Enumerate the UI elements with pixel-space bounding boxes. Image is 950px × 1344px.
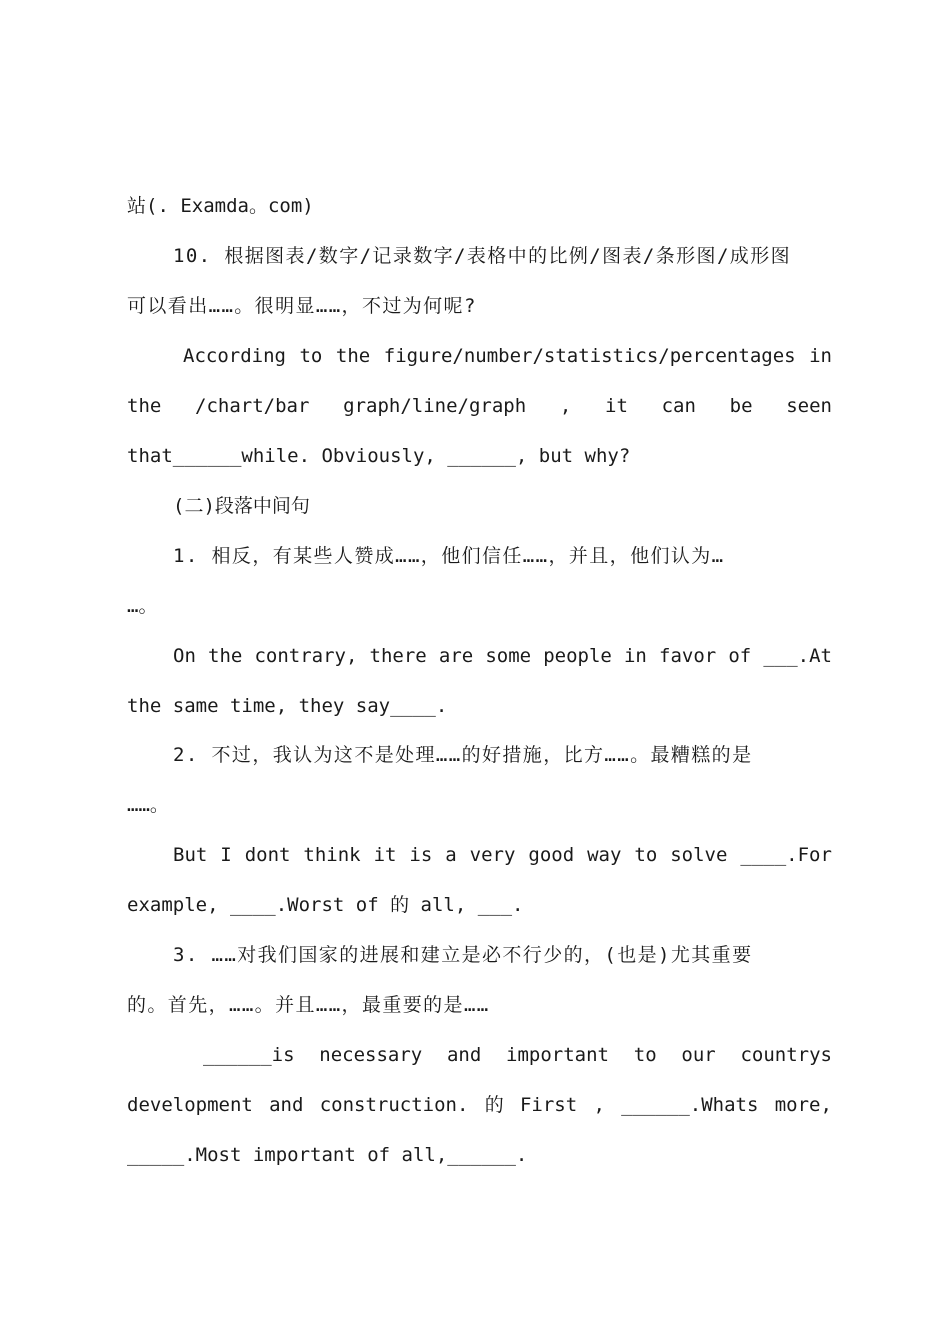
word: more,	[774, 1094, 832, 1116]
word: I	[220, 844, 232, 866]
word: to	[299, 345, 323, 367]
text-line: …。	[127, 595, 158, 617]
word: necessary	[319, 1044, 423, 1066]
justified-line	[183, 341, 832, 371]
word: dont	[244, 844, 291, 866]
word: figure/number/statistics/percentages	[383, 345, 796, 367]
word: in	[623, 645, 647, 667]
numbered-item-10: 10. 根据图表/数字/记录数字/表格中的比例/图表/条形图/成形图	[173, 245, 791, 267]
word: think	[303, 844, 361, 866]
text-line: that______while. Obviously, ______, but why?	[127, 445, 631, 467]
text-line: 的。首先，……。并且……，最重要的是……	[127, 994, 490, 1016]
section-heading: (二)段落中间句	[173, 495, 310, 517]
word: some	[485, 645, 532, 667]
word: to	[633, 1044, 657, 1066]
word: construction.	[319, 1094, 469, 1116]
word: be	[729, 395, 753, 417]
word: very	[469, 844, 516, 866]
numbered-item-3: 3. ……对我们国家的进展和建立是必不行少的，(也是)尤其重要	[173, 944, 753, 966]
word: But	[173, 844, 208, 866]
numbered-item-2: 2. 不过，我认为这不是处理……的好措施，比方……。最糟糕的是	[173, 744, 753, 766]
word: solve	[670, 844, 728, 866]
word: people	[543, 645, 612, 667]
word: According	[183, 345, 286, 367]
text-line: 可以看出……。很明显……，不过为何呢?	[127, 295, 477, 317]
word: a	[445, 844, 457, 866]
justified-line	[127, 1090, 832, 1120]
word: ______.Whats	[621, 1094, 759, 1116]
word: and	[269, 1094, 304, 1116]
word: graph/line/graph	[343, 395, 527, 417]
word: countrys	[740, 1044, 832, 1066]
word: 的	[484, 1094, 504, 1116]
word: /chart/bar	[195, 395, 310, 417]
word: can	[661, 395, 696, 417]
word: it	[605, 395, 628, 417]
word: ____.For	[740, 844, 832, 866]
word: good	[528, 844, 575, 866]
word: development	[127, 1094, 253, 1116]
word: On	[173, 645, 196, 667]
text-line: example, ____.Worst of 的 all, ___.	[127, 894, 524, 916]
word: favor	[659, 645, 717, 667]
word: it	[373, 844, 397, 866]
numbered-item-1: 1. 相反，有某些人赞成……，他们信任……，并且，他们认为…	[173, 545, 725, 567]
word: are	[438, 645, 474, 667]
text-line: _____.Most important of all,______.	[127, 1144, 528, 1166]
word: ______is	[203, 1044, 295, 1066]
word: to	[634, 844, 658, 866]
word: way	[587, 844, 622, 866]
text-line: ……。	[127, 794, 169, 816]
word: the	[127, 395, 162, 417]
word: important	[506, 1044, 609, 1066]
word: the	[208, 645, 243, 667]
word: seen	[786, 395, 832, 417]
word: ___.At	[763, 645, 832, 667]
text-line: the same time, they say____.	[127, 695, 448, 717]
word: ,	[559, 395, 572, 417]
word: ,	[593, 1094, 605, 1116]
word: the	[335, 345, 371, 367]
word: is	[409, 844, 433, 866]
text-line: 站(. Examda。com)	[127, 195, 314, 217]
word: there	[369, 645, 427, 667]
word: of	[728, 645, 752, 667]
word: in	[809, 345, 832, 367]
justified-line	[203, 1040, 832, 1070]
word: First	[519, 1094, 578, 1116]
word: and	[446, 1044, 482, 1066]
justified-line	[127, 391, 832, 421]
word: contrary,	[254, 645, 358, 667]
word: our	[681, 1044, 716, 1066]
justified-line	[173, 641, 832, 671]
justified-line	[173, 840, 832, 870]
